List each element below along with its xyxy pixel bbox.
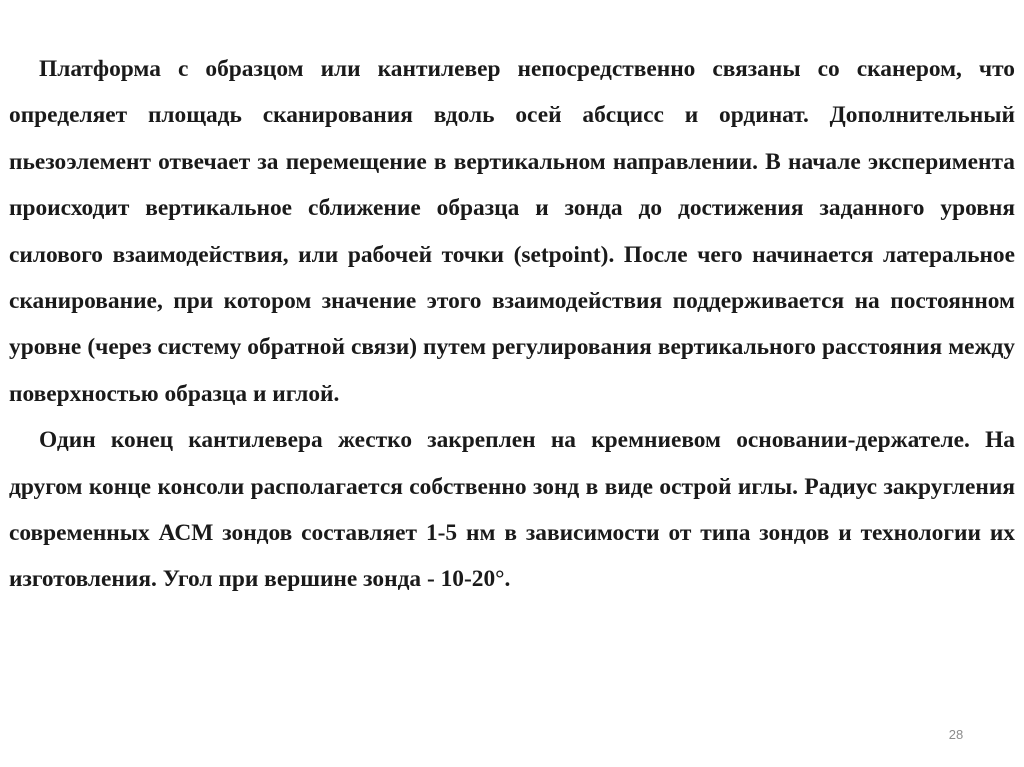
text-body <box>9 46 1015 603</box>
page-number: 28 <box>948 727 964 742</box>
paragraph-cantilever: Один конец кантилевера жестко закреплен на кремниевом основании-держателе. На другом конце консоли располагается собственно зонд в виде острой иглы. Радиус закругления современных АСМ зондов составляет 1-5 нм в зависимости от типа зондов и технологии их изготовления. Угол при вершине зонда - 10-20°. <box>9 427 1015 593</box>
paragraph-scanner: Платформа с образцом или кантилевер непосредственно связаны со сканером, что определяет площадь сканирования вдоль осей абсцисс и ординат. Дополнительный пьезоэлемент отвечает за перемещение в вертикальном направлении. В начале эксперимента происходит вертикальное сближение образца и зонда до достижения заданного уровня силового взаимодействия, или рабочей точки (setpoint). После чего начинается латеральное сканирование, при котором значение этого взаимодействия поддерживается на постоянном уровне (через систему обратной связи) путем регулирования вертикального расстояния между поверхностью образца и иглой. <box>9 56 1015 407</box>
